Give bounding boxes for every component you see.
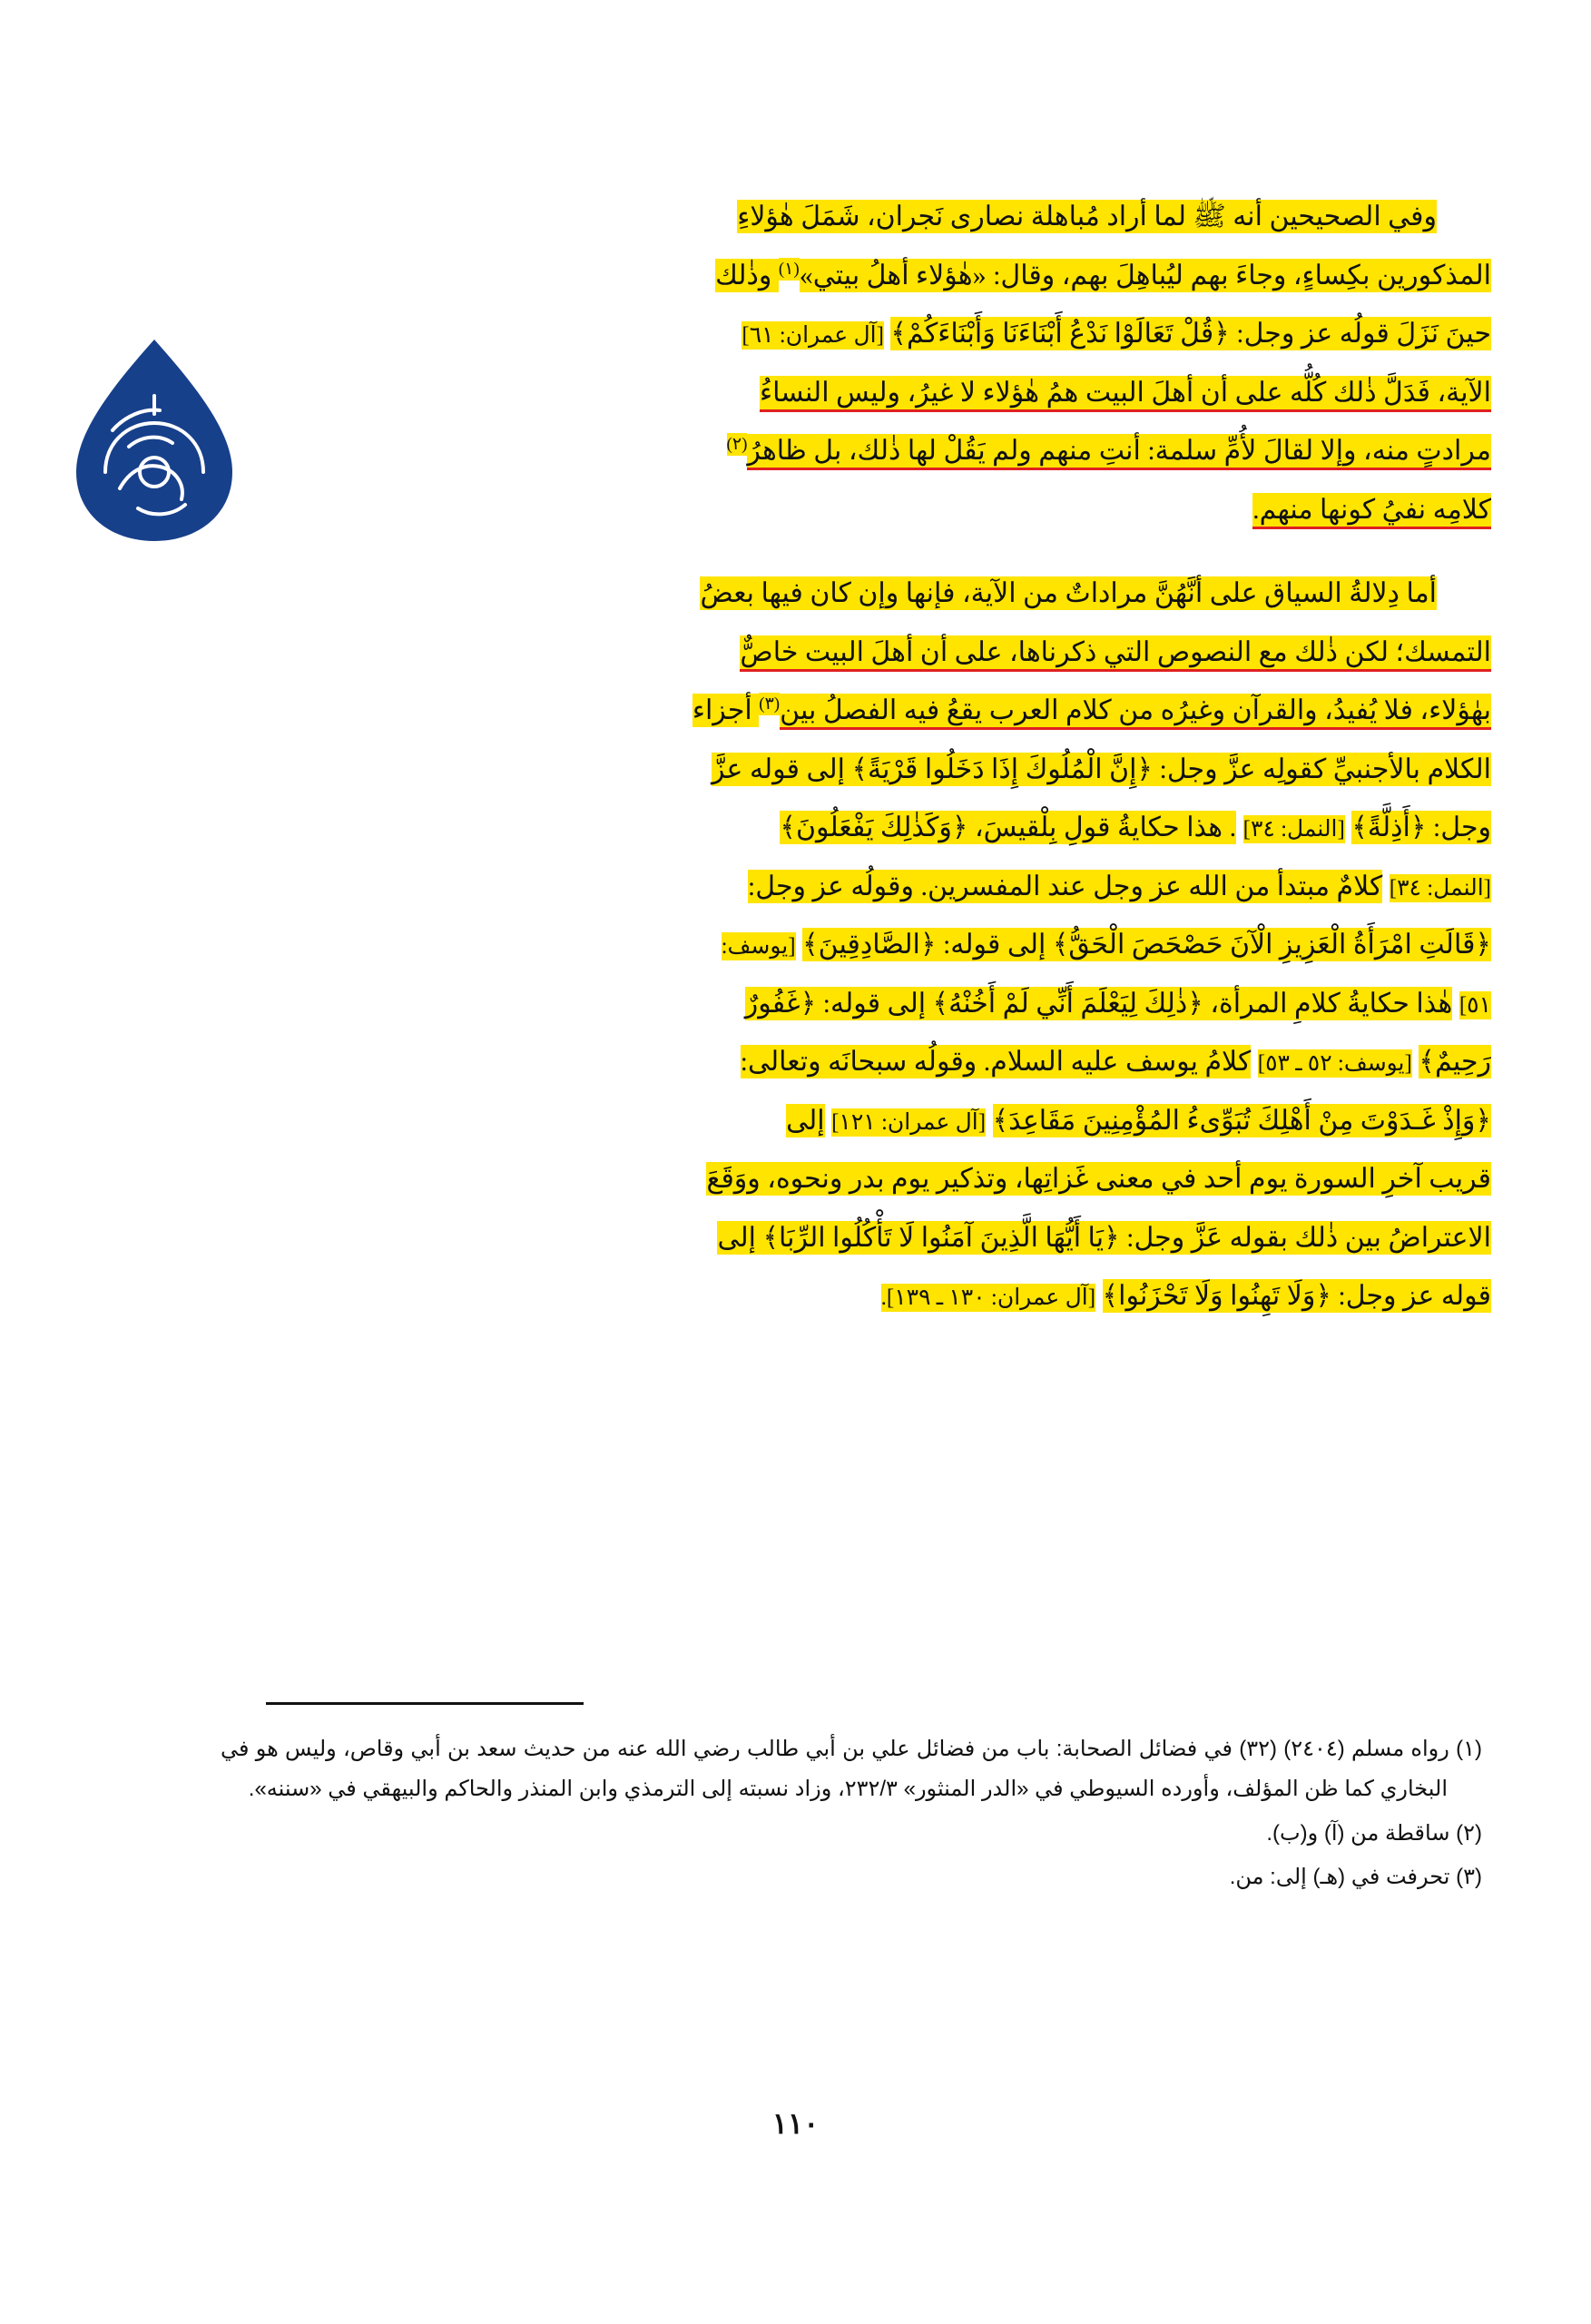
p1-l5-text: مرادتٍ منه، وإلا لقالَ لأُمِّ سلمة: أنتِ منهم ولم يَقُلْ لها ذٰلك، بل ظاهرُ xyxy=(747,434,1491,470)
paragraph-2-line-6 xyxy=(230,861,1491,914)
paragraph-2-line-1 xyxy=(230,567,1491,621)
p2-l13-quran-ref: [آل عمران: ١٣٠ ـ ١٣٩]. xyxy=(880,1285,1096,1310)
p2-l5-text: وجل: ﴿أَذِلَّةً﴾ xyxy=(1351,812,1491,842)
paragraph-1-line-3 xyxy=(230,308,1491,361)
paragraph-2-line-10 xyxy=(230,1095,1491,1148)
p2-l2-text: التمسك؛ لكن ذٰلك مع النصوص التي ذكرناها، على أن أهلَ البيت خاصٌّ xyxy=(740,635,1491,672)
footnote-marker: (٢) xyxy=(1456,1820,1482,1846)
paragraph-2-line-3 xyxy=(230,684,1491,738)
footnote-separator xyxy=(266,1702,584,1705)
p2-l8-text: هٰذا حكايةُ كلامِ المرأة، ﴿ذٰلِكَ لِيَعْلَمَ أَنِّي لَمْ أَخُنْهُ﴾ إلى قوله: ﴿غَفُورٌ xyxy=(744,988,1453,1019)
footnote-marker-2: (٢) xyxy=(726,435,748,454)
paragraph-2-line-13 xyxy=(230,1270,1491,1324)
p2-l10-text: ﴿وَإِذْ غَـدَوْتَ مِنْ أَهْلِكَ تُبَوِّىءُ المُؤْمِنِينَ مَقَاعِدَ﴾ xyxy=(992,1105,1491,1136)
paragraph-1-line-5 xyxy=(230,425,1491,478)
p2-l5-quran-ref: [النمل: ٣٤] xyxy=(1242,817,1345,842)
footnote-text: تحرفت في (هـ) إلى: من. xyxy=(1229,1865,1450,1890)
p2-l6-quran-ref: [النمل: ٣٤] xyxy=(1389,875,1491,901)
p2-l9-text: رَحِيمٌ﴾ xyxy=(1419,1047,1491,1077)
footnotes-section xyxy=(221,1729,1482,1902)
paragraph-2 xyxy=(230,567,1491,1324)
p2-l11-text: قريب آخرِ السورة يوم أحد في معنى غَزاتِها، وتذكير يوم بدر ونحوه، ووَقَعَ xyxy=(706,1164,1491,1194)
footnote-item xyxy=(221,1857,1482,1897)
main-text-body xyxy=(230,191,1491,1329)
paragraph-1-line-6 xyxy=(230,484,1491,537)
footnote-text: ساقطة من (آ) و(ب). xyxy=(1266,1820,1450,1846)
p1-l3-quran-ref: [آل عمران: ٦١] xyxy=(741,323,884,348)
p2-l4-text: الكلام بالأجنبيِّ كقولِه عزَّ وجل: ﴿إِنَّ الْمُلُوكَ إِذَا دَخَلُوا قَرْيَةً﴾ إلى قوله عزَّ xyxy=(711,753,1491,784)
paragraph-2-line-7 xyxy=(230,919,1491,972)
p2-l7-text: ﴿قَالَتِ امْرَأَةُ الْعَزِيزِ الْآنَ حَصْحَصَ الْحَقُّ﴾ إلى قوله: ﴿الصَّادِقِينَ﴾ xyxy=(802,930,1491,960)
paragraph-2-line-12 xyxy=(230,1212,1491,1265)
p2-l1-text: أما دِلالةُ السياق على أنَّهُنَّ مراداتٌ من الآية، فإنها وإن كان فيها بعضُ xyxy=(700,578,1437,608)
p2-l9-text-b: كلامُ يوسف عليه السلام. وقولُه سبحانَه وتعالى: xyxy=(740,1047,1252,1077)
footnote-marker: (١) xyxy=(1456,1737,1482,1761)
p2-l7-quran-ref: [يوسف: xyxy=(721,934,796,959)
paragraph-2-line-4 xyxy=(230,743,1491,797)
paragraph-1-line-1 xyxy=(230,191,1491,244)
publisher-logo-icon xyxy=(73,336,236,545)
p2-l10-quran-ref: [آل عمران: ١٢١] xyxy=(831,1109,987,1135)
footnote-marker-3: (٣) xyxy=(759,694,781,714)
p1-l4-text: الآية، فَدَلَّ ذٰلك كُلُّه على أن أهلَ البيت همُ هٰؤلاء لا غيرُ، وليس النساءُ xyxy=(760,376,1491,412)
p2-l6-text: كلامٌ مبتدأ من الله عز وجل عند المفسرين. وقولُه عز وجل: xyxy=(747,871,1383,901)
p2-l13-text: قوله عز وجل: ﴿وَلَا تَهِنُوا وَلَا تَحْزَنُوا﴾ xyxy=(1102,1281,1491,1311)
p1-l1-text: وفي الصحيحين أنه ﷺ لما أراد مُباهلة نصارى نَجران، شَمَلَ هٰؤلاءِ xyxy=(737,202,1437,231)
footnote-item xyxy=(221,1814,1482,1854)
footnote-marker: (٣) xyxy=(1456,1865,1482,1890)
paragraph-2-line-11 xyxy=(230,1153,1491,1206)
p2-l9-quran-ref: [يوسف: ٥٢ ـ ٥٣] xyxy=(1257,1051,1412,1076)
paragraph-2-line-9 xyxy=(230,1036,1491,1089)
p1-l3-text: حينَ نَزَلَ قولُه عز وجل: ﴿قُلْ تَعَالَوْا نَدْعُ أَبْنَاءَنَا وَأَبْنَاءَكُمْ﴾ xyxy=(890,319,1491,349)
p2-l3-tail: أجزاء xyxy=(692,695,760,725)
p2-l10-text-b: إلى xyxy=(786,1105,825,1136)
paragraph-2-line-2 xyxy=(230,626,1491,680)
paragraph-2-line-5 xyxy=(230,802,1491,855)
p2-l12-text: الاعتراضُ بين ذٰلك بقوله عَزَّ وجل: ﴿يَا أَيُّهَا الَّذِينَ آمَنُوا لَا تَأْكُلُوا الرِّبَا﴾ إلى xyxy=(717,1222,1491,1253)
paragraph-1-line-4 xyxy=(230,367,1491,420)
footnote-text: رواه مسلم (٢٤٠٤) (٣٢) في فضائل الصحابة: باب من فضائل علي بن أبي طالب رضي الله عنه من حديث سعد بن أبي وقاص، وليس هو في البخاري كما ظن المؤلف، وأورده السيوطي في «الدر المنثور» ٢٣٢/٣، وزاد نسبته إلى الترمذي وابن المنذر والحاكم والبيهقي في «سننه». xyxy=(221,1737,1449,1802)
footnote-marker-1: (١) xyxy=(778,259,800,279)
p2-l5-text-b: . هذا حكايةُ قولِ بِلْقيسَ، ﴿وَكَذٰلِكَ يَفْعَلُونَ﴾ xyxy=(780,812,1237,842)
paragraph-1 xyxy=(230,191,1491,537)
p2-l3-text: بهٰؤلاء، فلا يُفيدُ، والقرآن وغيرُه من كلام العرب يقعُ فيه الفصلُ بين xyxy=(780,694,1491,730)
paragraph-2-line-8 xyxy=(230,978,1491,1031)
p1-l2-tail: وذٰلك xyxy=(715,260,779,290)
page-number: ١١٠ xyxy=(771,2107,820,2140)
p1-l2-text: المذكورين بكِساءٍ، وجاءَ بهم ليُباهِلَ بهم، وقال: «هٰؤلاء أهلُ بيتي» xyxy=(799,260,1491,290)
p2-l8-quran-ref: ٥١] xyxy=(1458,992,1491,1018)
paragraph-1-line-2 xyxy=(230,250,1491,303)
p1-l6-text: كلامِه نفيُ كونها منهم. xyxy=(1252,493,1491,529)
footnote-item xyxy=(221,1729,1482,1810)
